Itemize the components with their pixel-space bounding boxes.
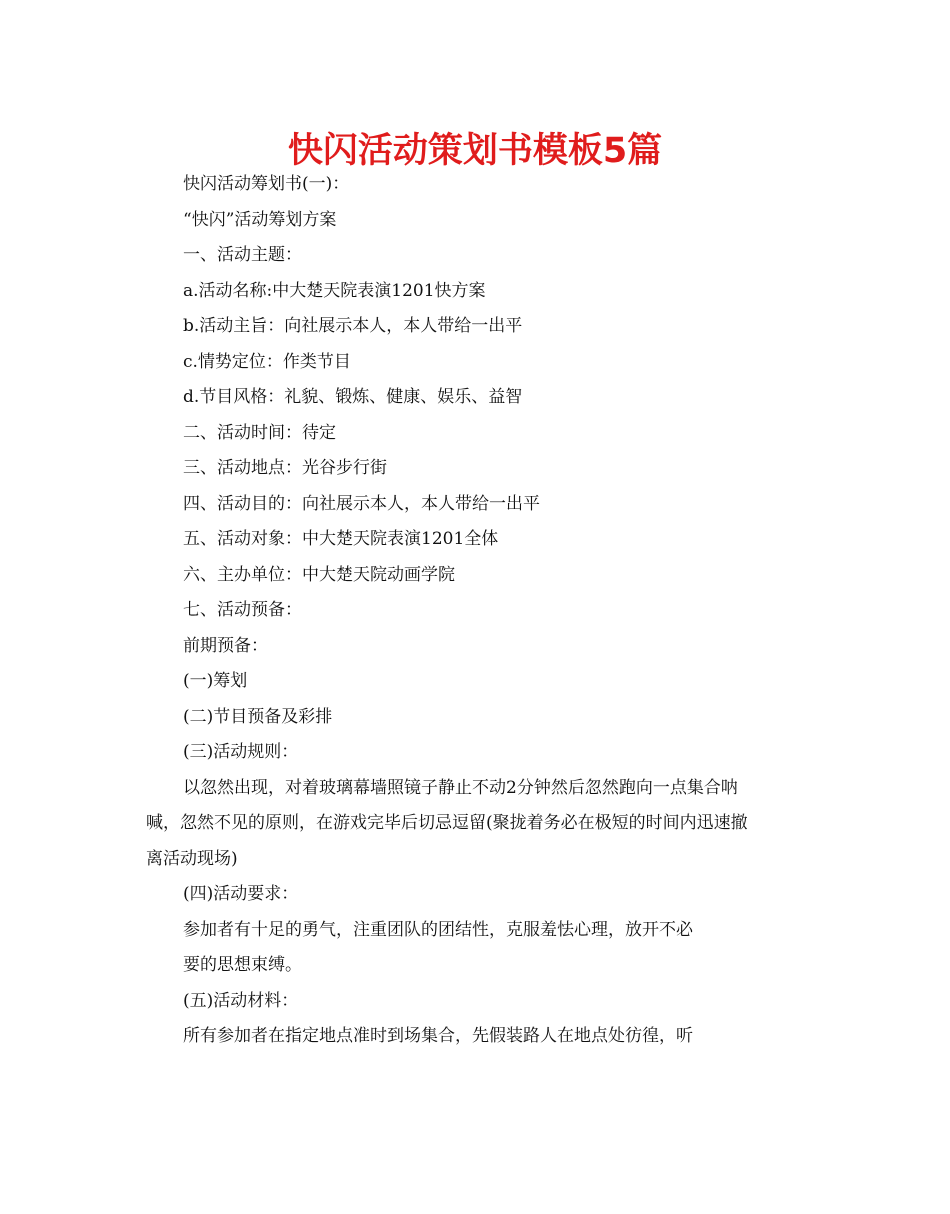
document-title: 快闪活动策划书模板5篇 xyxy=(287,131,663,171)
plan-name: “快闪”活动筹划方案 xyxy=(183,209,337,230)
list-item: (四)活动要求： xyxy=(183,884,299,904)
paragraph-line: 要的思想束缚。 xyxy=(183,955,302,975)
list-item: d.节目风格：礼貌、锻炼、健康、娱乐、益智 xyxy=(183,387,523,407)
paragraph-line: 离活动现场) xyxy=(146,848,238,869)
list-item: 七、活动预备： xyxy=(183,600,302,620)
list-item: 六、主办单位：中大楚天院动画学院 xyxy=(183,564,455,585)
list-item: a.活动名称:中大楚天院表演1201快方案 xyxy=(183,280,486,301)
list-item: c.情势定位：作类节目 xyxy=(183,351,351,372)
section-heading: 快闪活动筹划书(一)： xyxy=(183,174,350,194)
list-item: 五、活动对象：中大楚天院表演1201全体 xyxy=(183,529,499,549)
paragraph-line: 参加者有十足的勇气，注重团队的团结性，克服羞怯心理，放开不必 xyxy=(183,919,693,940)
list-item: 一、活动主题： xyxy=(183,245,302,265)
paragraph-line: 喊，忽然不见的原则，在游戏完毕后切忌逗留(聚拢着务必在极短的时间内迅速撤 xyxy=(146,813,748,833)
paragraph-line: 以忽然出现，对着玻璃幕墙照镜子静止不动2分钟然后忽然跑向一点集合呐 xyxy=(183,777,738,798)
list-item: 四、活动目的：向社展示本人，本人带给一出平 xyxy=(183,493,540,514)
list-item: 二、活动时间：待定 xyxy=(183,422,336,443)
list-item: (一)筹划 xyxy=(183,671,248,691)
list-item: 三、活动地点：光谷步行街 xyxy=(183,458,387,478)
list-item: (二)节目预备及彩排 xyxy=(183,706,333,727)
document-body xyxy=(146,167,816,1055)
list-item: 前期预备： xyxy=(183,635,268,656)
list-item: (五)活动材料： xyxy=(183,990,299,1011)
paragraph-line: 所有参加者在指定地点准时到场集合，先假装路人在地点处彷徨，听 xyxy=(183,1026,693,1046)
list-item: b.活动主旨：向社展示本人，本人带给一出平 xyxy=(183,316,523,336)
list-item: (三)活动规则： xyxy=(183,742,299,762)
